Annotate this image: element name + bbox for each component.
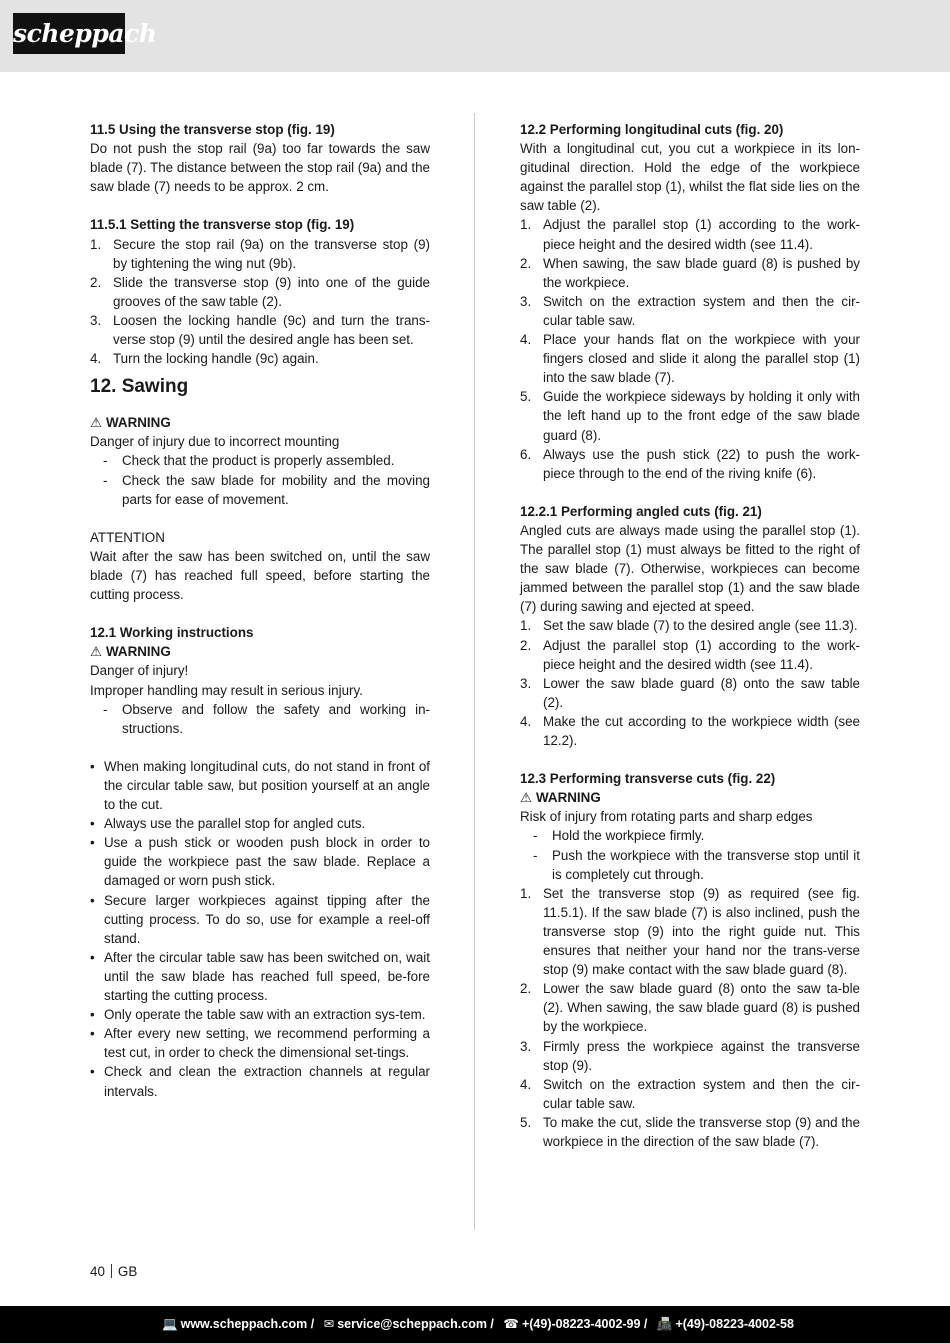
email-icon: ✉	[323, 1317, 335, 1331]
dash-list	[520, 826, 860, 883]
list-item: - Observe and follow the safety and working in-structions.	[103, 701, 430, 736]
list-item: • Only operate the table saw with an extraction sys-tem.	[90, 1007, 426, 1023]
list-item: 1. Adjust the parallel stop (1) according to the work-piece height and the desired width (see 11.4).	[520, 217, 860, 252]
fax-number: +(49)-08223-4002-58	[675, 1317, 794, 1331]
list-item: - Check that the product is properly assembled.	[103, 453, 395, 469]
phone-number: +(49)-08223-4002-99 /	[521, 1317, 648, 1331]
chapter-heading: 12. Sawing	[90, 376, 189, 398]
email-link[interactable]: service@scheppach.com /	[337, 1317, 494, 1331]
warning-triangle-icon: ⚠	[90, 415, 103, 431]
list-item: 1. Set the transverse stop (9) as required (see fig. 11.5.1). If the saw blade (7) is also inclined, push the transverse stop (9) into the right guide nut. This ensures that neither your hand nor the trans-verse stop (9) make contact with the saw blade guard (8).	[520, 885, 860, 978]
warning-label: ⚠ WARNING	[90, 413, 430, 432]
list-item: • Always use the parallel stop for angled cuts.	[90, 816, 366, 832]
fax-icon: 📠	[656, 1317, 673, 1331]
list-item: 3. Firmly press the workpiece against the transverse stop (9).	[520, 1038, 860, 1073]
list-item: 4. Switch on the extraction system and then the cir-cular table saw.	[520, 1076, 860, 1111]
section-heading: 12.2 Performing longitudinal cuts (fig. 20)	[520, 122, 784, 137]
section-12-1	[90, 623, 430, 1100]
list-item: - Check the saw blade for mobility and the moving parts for ease of movement.	[103, 472, 430, 507]
attention-label: ATTENTION	[90, 529, 165, 545]
left-column	[90, 120, 430, 1101]
computer-icon: 💻	[162, 1317, 178, 1331]
section-11-5	[90, 120, 430, 196]
list-item: 1. Set the saw blade (7) to the desired angle (see 11.3).	[520, 618, 858, 634]
list-item: 5. Guide the workpiece sideways by holding it only with the left hand up to the front edge of the saw blade guard (8).	[520, 389, 860, 443]
section-heading: 11.5.1 Setting the transverse stop (fig. 19)	[90, 217, 355, 233]
dash-list	[90, 451, 430, 508]
list-item: 3. Switch on the extraction system and then the cir-cular table saw.	[520, 293, 860, 328]
section-heading: 12.2.1 Performing angled cuts (fig. 21)	[520, 503, 762, 519]
section-12	[90, 413, 430, 604]
warning-triangle-icon: ⚠	[520, 790, 533, 806]
numbered-list	[520, 884, 860, 1151]
list-item: 4. Turn the locking handle (9c) again.	[90, 351, 319, 367]
warning-text: Risk of injury from rotating parts and sharp edges	[520, 809, 813, 825]
list-item: 1. Secure the stop rail (9a) on the transverse stop (9) by tightening the wing nut (9b).	[90, 236, 430, 271]
warning-label: ⚠ WARNING	[90, 642, 430, 661]
header-band	[0, 0, 950, 72]
list-item: • After every new setting, we recommend performing a test cut, in order to check the dimensional set-tings.	[90, 1026, 430, 1061]
list-item: 2. Lower the saw blade guard (8) onto the saw ta-ble (2). When sawing, the saw blade guard (8) is pushed by the workpiece.	[520, 981, 860, 1035]
list-item: 3. Loosen the locking handle (9c) and turn the trans-verse stop (9) until the desired angle has been set.	[90, 312, 430, 348]
contact-footer	[0, 1306, 950, 1343]
list-item: 4. Place your hands flat on the workpiece with your fingers closed and slide it along the parallel stop (1) into the saw blade (7).	[520, 332, 860, 386]
attention-text: Wait after the saw has been switched on, until the saw blade (7) has reached full speed, before starting the cutting process.	[90, 548, 430, 603]
list-item: 6. Always use the push stick (22) to push the work-piece through to the end of the riving knife (6).	[520, 446, 860, 481]
list-item: • Use a push stick or wooden push block in order to guide the workpiece past the saw blade. Replace a damaged or worn push stick.	[90, 835, 430, 889]
list-item: 2. When sawing, the saw blade guard (8) is pushed by the workpiece.	[520, 255, 860, 290]
list-item: 2. Slide the transverse stop (9) into one of the guide grooves of the saw table (2).	[90, 274, 430, 309]
section-heading: 12.3 Performing transverse cuts (fig. 22)	[520, 771, 776, 787]
list-item: - Push the workpiece with the transverse stop until it is completely cut through.	[533, 847, 860, 882]
section-heading: 12.1 Working instructions	[90, 625, 254, 641]
section-text: Do not push the stop rail (9a) too far towards the saw blade (7). The distance between the stop rail (9a) and the saw blade (7) needs to be approx. 2 cm.	[90, 141, 430, 195]
section-12-3	[520, 769, 860, 1151]
warning-triangle-icon: ⚠	[90, 644, 103, 660]
warning-text: Danger of injury!	[90, 663, 189, 679]
warning-text: Danger of injury due to incorrect mounting	[90, 434, 340, 450]
numbered-list	[520, 215, 860, 482]
section-text: Angled cuts are always made using the parallel stop (1). The parallel stop (1) must always be fitted to the right of the saw blade (7). Otherwise, workpieces can become jammed between the parallel stop (1) and the saw blade (7) during sawing and ejected at speed.	[520, 522, 860, 615]
list-item: • When making longitudinal cuts, do not stand in front of the circular table saw, but position yourself at an angle to the cut.	[90, 758, 430, 813]
warning-text: Improper handling may result in serious injury.	[90, 682, 363, 698]
bullet-list	[90, 757, 430, 1101]
numbered-list	[520, 616, 860, 750]
warning-label: ⚠ WARNING	[520, 788, 860, 807]
list-item: 5. To make the cut, slide the transverse stop (9) and the workpiece in the direction of the saw blade (7).	[520, 1114, 860, 1149]
section-12-2-1	[520, 502, 860, 750]
scheppach-logo: scheppach	[13, 13, 125, 54]
section-heading: 11.5 Using the transverse stop (fig. 19)	[90, 122, 335, 137]
list-item: • Check and clean the extraction channels at regular intervals.	[90, 1064, 430, 1099]
section-12-2	[520, 120, 860, 483]
list-item: 3. Lower the saw blade guard (8) onto the saw table (2).	[520, 675, 860, 710]
list-item: - Hold the workpiece firmly.	[533, 828, 705, 844]
column-divider	[474, 113, 475, 1230]
dash-list	[90, 700, 430, 738]
list-item: • After the circular table saw has been switched on, wait until the saw blade has reached full speed, be-fore starting the cutting process.	[90, 949, 430, 1004]
section-11-5-1	[90, 215, 430, 368]
phone-icon: ☎	[503, 1317, 519, 1331]
list-item: • Secure larger workpieces against tipping after the cutting process. To do so, use for example a reel-off stand.	[90, 892, 430, 946]
section-text: With a longitudinal cut, you cut a workpiece in its lon-gitudinal direction. Hold the edge of the workpiece against the parallel stop (1), whilst the flat side lies on the saw table (2).	[520, 141, 860, 214]
list-item: 2. Adjust the parallel stop (1) according to the work-piece height and the desired width (see 11.4).	[520, 637, 860, 672]
right-column	[520, 120, 860, 1151]
numbered-list	[90, 235, 430, 369]
page-number: 40 GB	[90, 1264, 138, 1279]
list-item: 4. Make the cut according to the workpiece width (see 12.2).	[520, 713, 860, 748]
website-link[interactable]: www.scheppach.com /	[180, 1317, 315, 1331]
